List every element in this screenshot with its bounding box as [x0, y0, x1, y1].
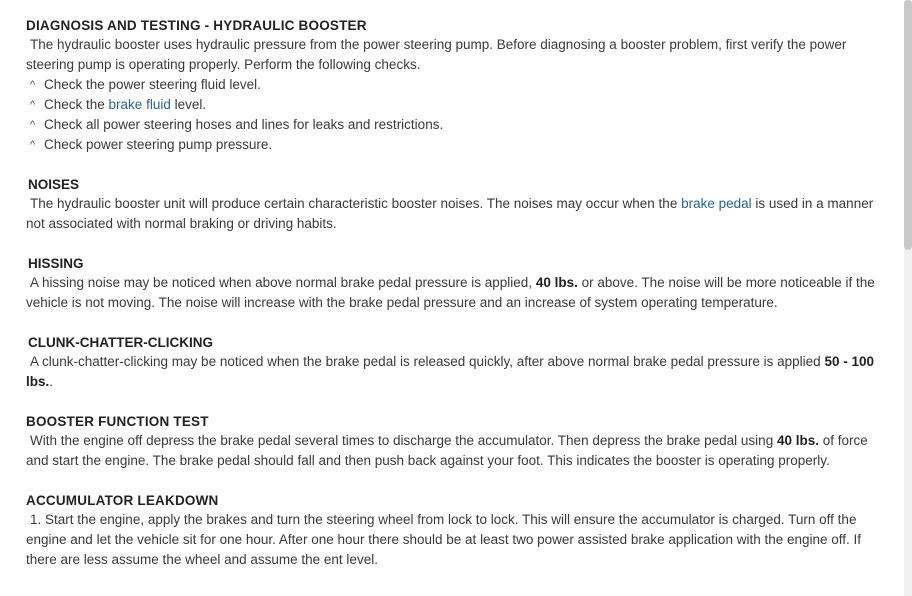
clunk-text-pre: A clunk-chatter-clicking may be noticed when the brake pedal is released quickly, after above normal brake pedal pressure is applied	[30, 354, 825, 369]
hissing-paragraph	[26, 273, 886, 313]
section-title-diagnosis: DIAGNOSIS AND TESTING - HYDRAULIC BOOSTER	[26, 18, 367, 33]
clunk-paragraph	[26, 352, 886, 392]
clunk-pressure-value: 50 - 100 lbs.	[26, 354, 874, 389]
list-item	[26, 95, 886, 115]
check-text: Check power steering pump pressure.	[44, 137, 273, 152]
accumulator-paragraph: 1. Start the engine, apply the brakes and turn the steering wheel from lock to lock. This will ensure the accumulator is charged. Turn off the engine and let the vehicle sit for one hour. After one hour there should be at least two power assisted brake application with the engine off. If there are less assume the wheel and assume the ent level.	[26, 512, 862, 567]
section-title-hissing: HISSING	[28, 256, 84, 271]
section-title-noises: NOISES	[28, 177, 80, 192]
noises-text-pre: The hydraulic booster unit will produce certain characteristic booster noises. The noises may occur when the	[30, 196, 682, 211]
section-hissing	[26, 256, 886, 313]
section-clunk-chatter-clicking	[26, 335, 886, 392]
section-noises	[26, 177, 886, 234]
list-item	[26, 135, 886, 155]
list-item	[26, 115, 886, 135]
scrollbar-thumb[interactable]	[904, 0, 912, 250]
noises-text-post: is used in a manner not associated with normal braking or driving habits.	[26, 196, 874, 231]
section-accumulator-leakdown	[26, 493, 886, 570]
booster-test-text-post: of force and start the engine. The brake pedal should fall and then push back against your foot. This indicates the booster is operating properly.	[26, 433, 868, 468]
link-brake-fluid[interactable]: brake fluid	[108, 97, 171, 112]
section-title-clunk: CLUNK-CHATTER-CLICKING	[28, 335, 213, 350]
section-title-booster-function-test: BOOSTER FUNCTION TEST	[26, 414, 209, 429]
noises-paragraph	[26, 194, 886, 234]
booster-test-text-pre: With the engine off depress the brake pedal several times to discharge the accumulator. Then depress the brake pedal using	[30, 433, 777, 448]
check-text: Check the	[44, 97, 109, 112]
hissing-text-post: or above. The noise will be more noticeable if the vehicle is not moving. The noise will increase with the brake pedal pressure and an increase of system operating temperature.	[26, 275, 875, 310]
hissing-pressure-value: 40 lbs.	[535, 275, 578, 290]
check-text: Check all power steering hoses and lines for leaks and restrictions.	[44, 117, 444, 132]
check-text: Check the power steering fluid level.	[44, 77, 261, 92]
section-booster-function-test	[26, 414, 886, 471]
caret-icon: ^	[30, 119, 36, 131]
hissing-text-pre: A hissing noise may be noticed when above normal brake pedal pressure is applied,	[30, 275, 536, 290]
vertical-scrollbar[interactable]	[904, 0, 912, 596]
booster-test-paragraph	[26, 431, 886, 471]
list-item	[26, 75, 886, 95]
diagnosis-paragraph: The hydraulic booster uses hydraulic pressure from the power steering pump. Before diagnosing a booster problem, first verify the power steering pump is operating properly. Perform the following checks.	[26, 37, 847, 72]
diagnosis-check-list	[26, 75, 886, 155]
check-text-post: level.	[170, 97, 207, 112]
caret-icon: ^	[30, 139, 36, 151]
link-brake-pedal[interactable]: brake pedal	[681, 196, 752, 211]
clunk-text-post: .	[49, 374, 54, 389]
booster-test-force-value: 40 lbs.	[776, 433, 819, 448]
caret-icon: ^	[30, 79, 36, 91]
section-diagnosis	[26, 18, 886, 155]
section-title-accumulator-leakdown: ACCUMULATOR LEAKDOWN	[26, 493, 219, 508]
caret-icon: ^	[30, 99, 36, 111]
